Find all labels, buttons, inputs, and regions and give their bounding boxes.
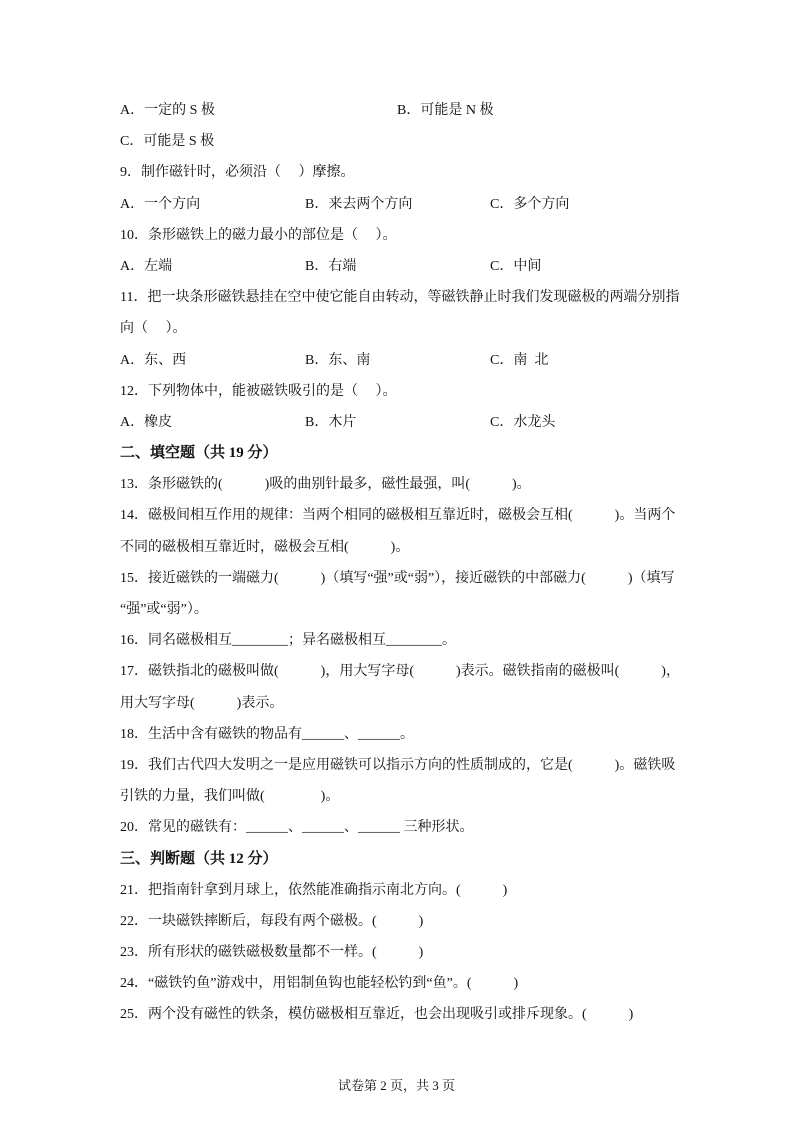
q8-option-a: A．一定的 S 极 <box>120 103 215 118</box>
q11-option-c: C．南 北 <box>490 352 549 368</box>
q9-stem: 9．制作磁针时，必须沿（ ）摩擦。 <box>120 165 355 181</box>
q21: 21．把指南针拿到月球上，依然能准确指示南北方向。( ) <box>120 882 508 898</box>
q15-line1: 15．接近磁铁的一端磁力( )（填写“强”或“弱”），接近磁铁的中部磁力( )（填写 <box>120 570 675 586</box>
q12-option-a: A．橡皮 <box>120 414 173 430</box>
q17-line1: 17．磁铁指北的磁极叫做( )，用大写字母( )表示。磁铁指南的磁极叫( )， <box>120 664 680 680</box>
q8-options-row1 <box>120 95 680 126</box>
q11-option-a: A．东、西 <box>120 352 187 368</box>
q10-option-c: C．中间 <box>490 258 542 274</box>
section-heading-true-false: 三、判断题（共 12 分） <box>120 850 278 867</box>
q10-option-a: A．左端 <box>120 258 173 274</box>
q18: 18．生活中含有磁铁的物品有______、______。 <box>120 726 414 742</box>
q10-option-b: B．右端 <box>305 258 357 274</box>
q14-line2: 不同的磁极相互靠近时，磁极会互相( )。 <box>120 539 410 555</box>
q11-stem-line2: 向（ ）。 <box>120 321 187 337</box>
q12-options <box>120 407 680 438</box>
q8-option-c: C．可能是 S 极 <box>120 134 215 150</box>
q24: 24．“磁铁钓鱼”游戏中，用铝制鱼钩也能轻松钓到“鱼”。( ) <box>120 976 519 992</box>
q19-line1: 19．我们古代四大发明之一是应用磁铁可以指示方向的性质制成的，它是( )。磁铁吸 <box>120 757 676 773</box>
q12-option-c: C．水龙头 <box>490 414 556 430</box>
q19-line2: 引铁的力量，我们叫做( )。 <box>120 789 340 805</box>
section-heading-fill-in: 二、填空题（共 19 分） <box>120 445 278 462</box>
q11-options <box>120 345 680 376</box>
q9-option-c: C．多个方向 <box>490 196 570 212</box>
q11-option-b: B．东、南 <box>305 352 371 368</box>
q23: 23．所有形状的磁铁磁极数量都不一样。( ) <box>120 945 424 961</box>
q14-line1: 14．磁极间相互作用的规律：当两个相同的磁极相互靠近时，磁极会互相( )。当两个 <box>120 508 676 524</box>
q9-option-b: B．来去两个方向 <box>305 196 413 212</box>
q12-stem: 12．下列物体中，能被磁铁吸引的是（ ）。 <box>120 383 397 399</box>
q10-stem: 10．条形磁铁上的磁力最小的部位是（ ）。 <box>120 227 397 243</box>
q10-options <box>120 251 680 282</box>
q13: 13．条形磁铁的( )吸的曲别针最多，磁性最强，叫( )。 <box>120 477 531 493</box>
q8-option-b: B．可能是 N 极 <box>397 103 494 118</box>
q25: 25．两个没有磁性的铁条，模仿磁极相互靠近，也会出现吸引或排斥现象。( ) <box>120 1007 634 1023</box>
q15-line2: “强”或“弱”）。 <box>120 602 208 617</box>
q22: 22．一块磁铁摔断后，每段有两个磁极。( ) <box>120 913 424 929</box>
q16: 16．同名磁极相互________；异名磁极相互________。 <box>120 633 456 649</box>
q9-options <box>120 189 680 220</box>
q9-option-a: A．一个方向 <box>120 196 201 212</box>
exam-content <box>120 95 680 1031</box>
page-footer: 试卷第 2 页，共 3 页 <box>337 1078 455 1093</box>
q12-option-b: B．木片 <box>305 414 357 430</box>
q11-stem-line1: 11．把一块条形磁铁悬挂在空中使它能自由转动，等磁铁静止时我们发现磁极的两端分别指 <box>120 290 680 306</box>
q17-line2: 用大写字母( )表示。 <box>120 695 284 711</box>
q20: 20．常见的磁铁有：______、______、______ 三种形状。 <box>120 820 474 836</box>
